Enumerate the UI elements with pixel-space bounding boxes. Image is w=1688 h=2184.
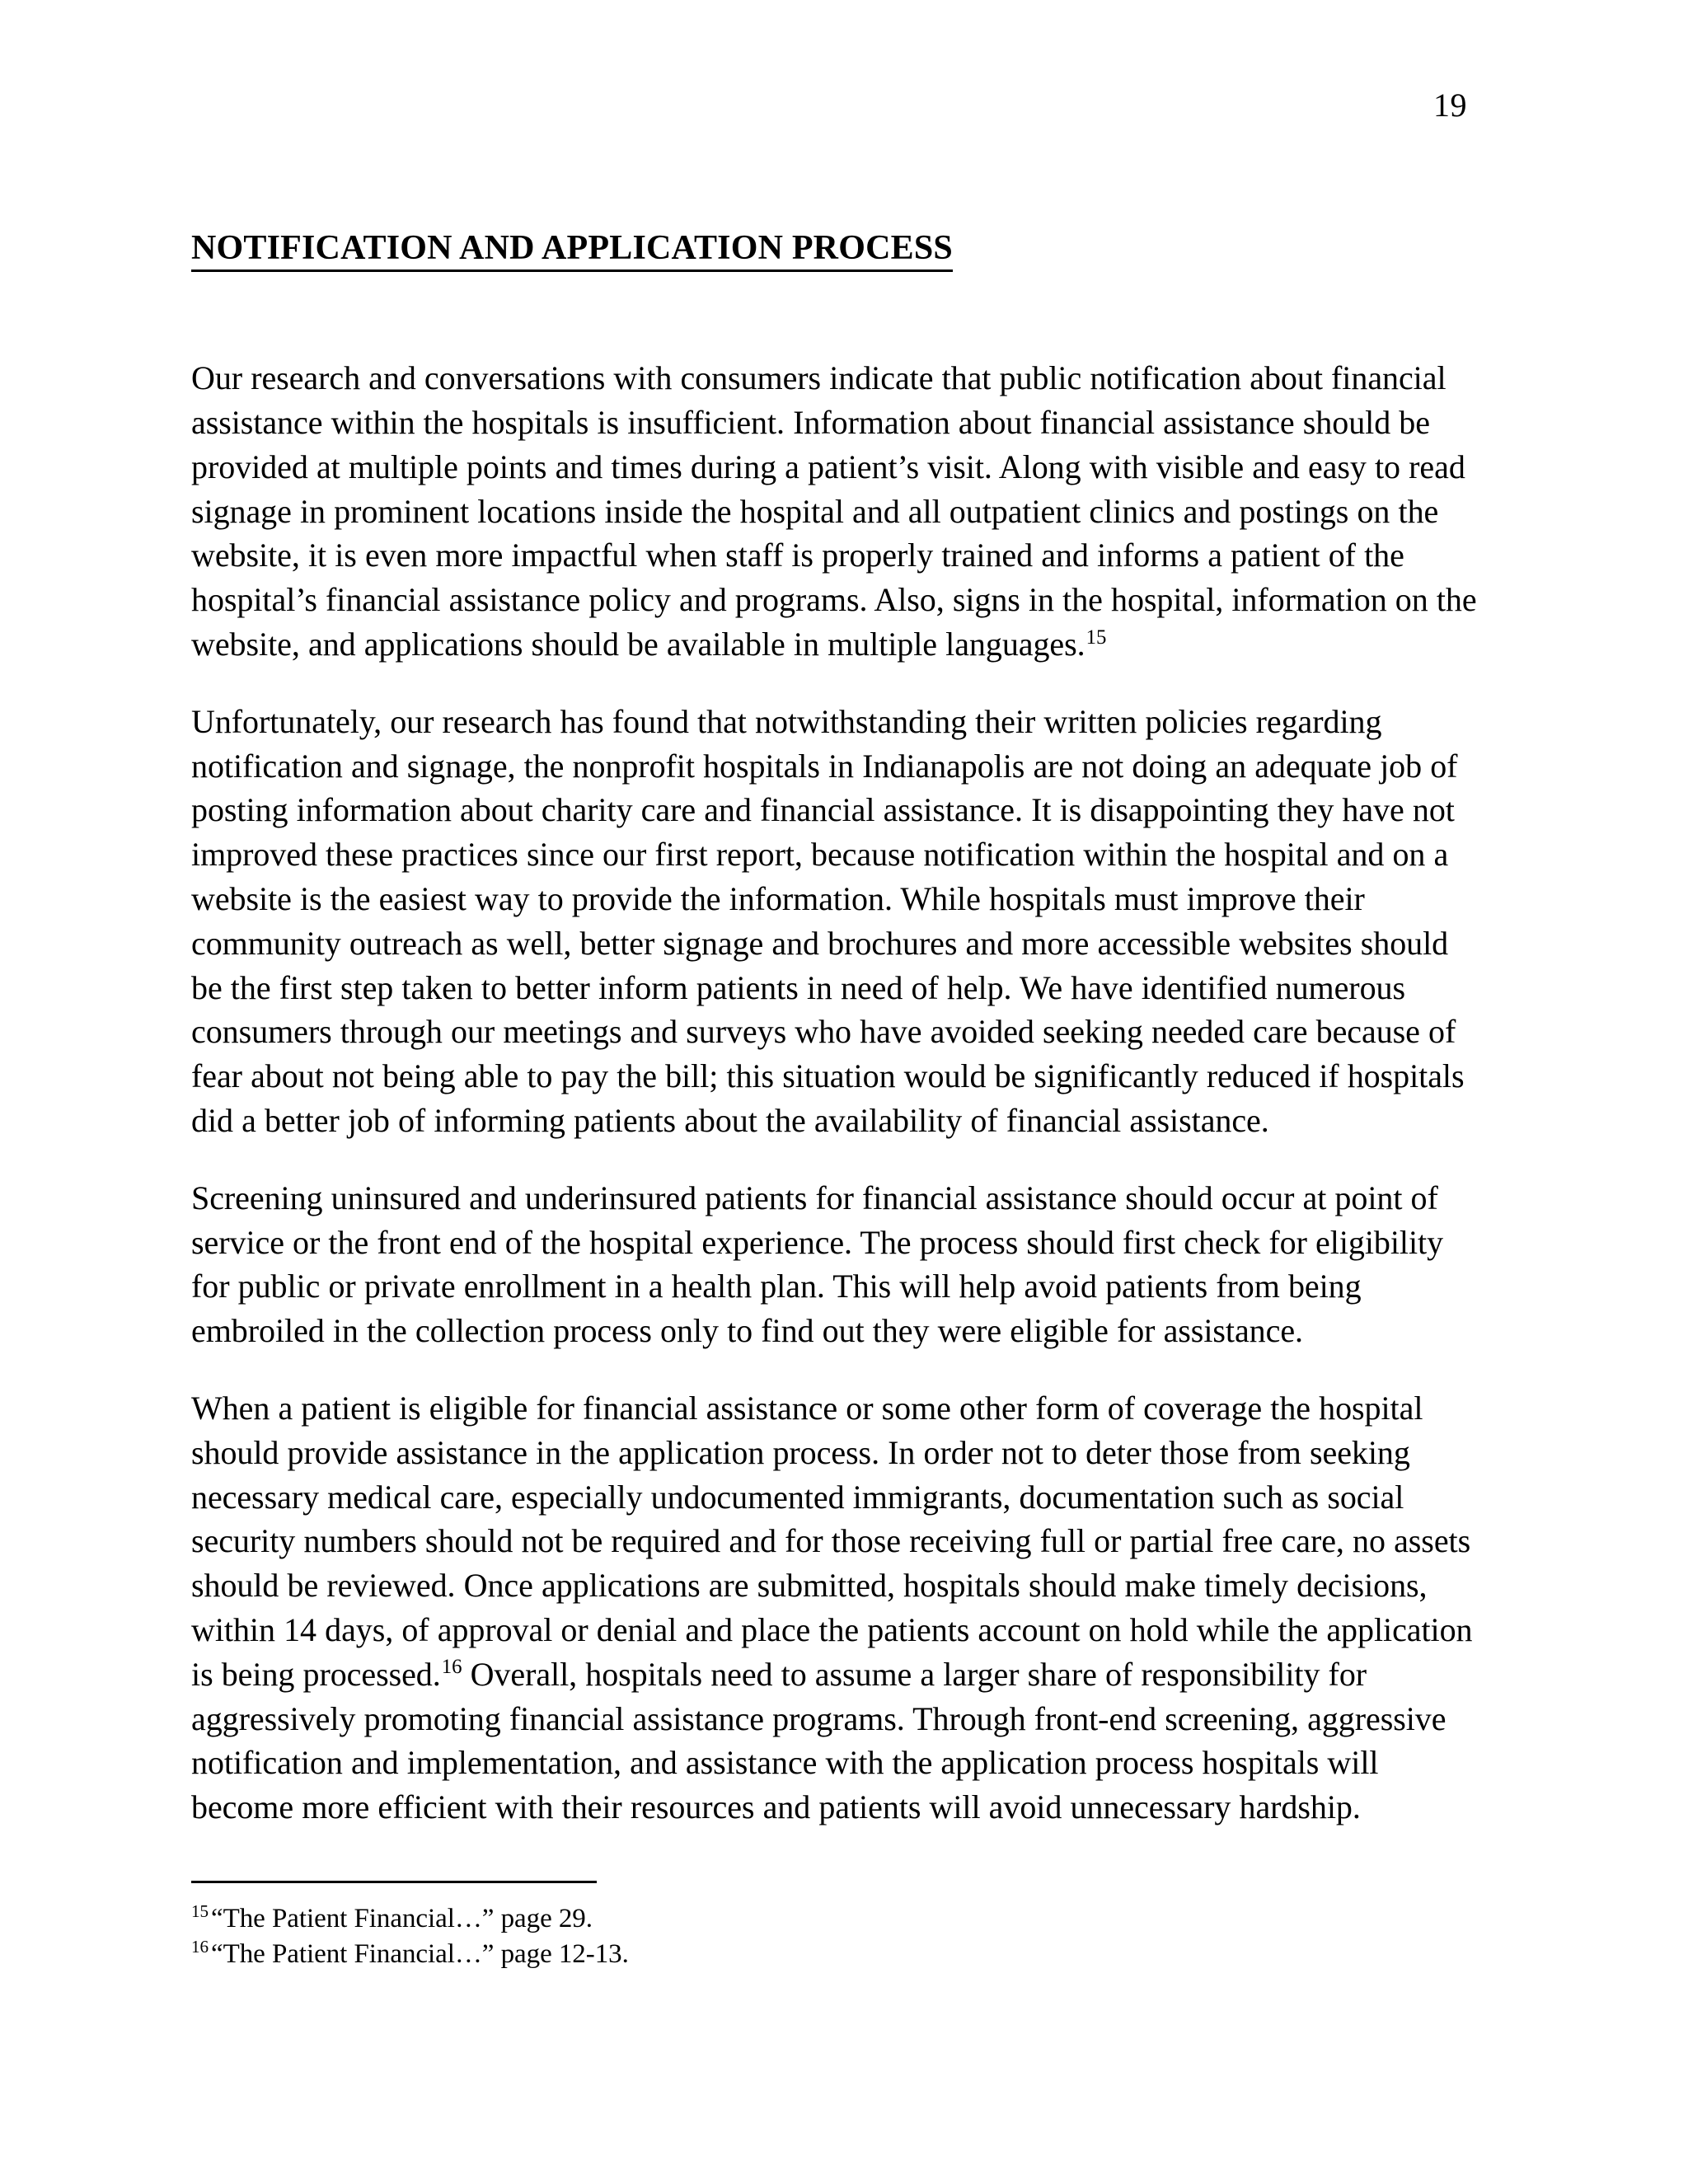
- paragraph-3: [191, 1176, 1477, 1353]
- footnote-reference-16[interactable]: 16: [441, 1656, 462, 1679]
- paragraph-4: [191, 1386, 1477, 1830]
- footnote-separator-rule: [191, 1881, 597, 1883]
- paragraph-3-text: Screening uninsured and underinsured patients for financial assistance should occur at point of service or the front end of the hospital experience. The process should first check for eligibility for public or private enrollment in a health plan. This will help avoid patients from being embroiled in the collection process only to find out they were eligible for assistance.: [191, 1179, 1444, 1350]
- footnote-15-marker: 15: [191, 1901, 209, 1921]
- footnote-15: [191, 1901, 1477, 1937]
- paragraph-2: [191, 700, 1477, 1143]
- paragraph-4-text-before: When a patient is eligible for financial assistance or some other form of coverage the hospital should provide assistance in the application process. In order not to deter those from seeking necessary medical care, especially undocumented immigrants, documentation such as social security numbers should not be required and for those receiving full or partial free care, no assets should be reviewed. Once applications are submitted, hospitals should make timely decisions, within 14 days, of approval or denial and place the patients account on hold while the application is being processed.: [191, 1389, 1473, 1693]
- section-heading: NOTIFICATION AND APPLICATION PROCESS: [191, 229, 953, 272]
- paragraph-4-text-after: Overall, hospitals need to assume a larger share of responsibility for aggressively promoting financial assistance programs. Through front-end screening, aggressive notification and implementation, and assistance with the application process hospitals will become more efficient with their resources and patients will avoid unnecessary hardship.: [191, 1655, 1447, 1826]
- footnote-16: [191, 1937, 1477, 1972]
- footnote-15-text: “The Patient Financial…” page 29.: [211, 1904, 593, 1933]
- footnote-16-text: “The Patient Financial…” page 12-13.: [211, 1938, 629, 1969]
- footnotes-section: [191, 1881, 1477, 1972]
- paragraph-2-text: Unfortunately, our research has found that notwithstanding their written policies regarding notification and signage, the nonprofit hospitals in Indianapolis are not doing an adequate job of posting information about charity care and financial assistance. It is disappointing they have not improved these practices since our first report, because notification within the hospital and on a website is the easiest way to provide the information. While hospitals must improve their community outreach as well, better signage and brochures and more accessible websites should be the first step taken to better inform patients in need of help. We have identified numerous consumers through our meetings and surveys who have avoided seeking needed care because of fear about not being able to pay the bill; this situation would be significantly reduced if hospitals did a better job of informing patients about the availability of financial assistance.: [191, 702, 1465, 1139]
- paragraph-1-text: Our research and conversations with consumers indicate that public notification about financial assistance within the hospitals is insufficient. Information about financial assistance should be provided at multiple points and times during a patient’s visit. Along with visible and easy to read signage in prominent locations inside the hospital and all outpatient clinics and postings on the website, it is even more impactful when staff is properly trained and informs a patient of the hospital’s financial assistance policy and programs. Also, signs in the hospital, information on the website, and applications should be available in multiple languages.: [191, 359, 1477, 663]
- page-number: 19: [1433, 87, 1467, 124]
- footnote-reference-15[interactable]: 15: [1085, 626, 1107, 649]
- document-body: [191, 229, 1477, 1830]
- paragraph-1: [191, 356, 1477, 667]
- section-heading-container: [191, 229, 1477, 318]
- footnote-16-marker: 16: [191, 1936, 209, 1957]
